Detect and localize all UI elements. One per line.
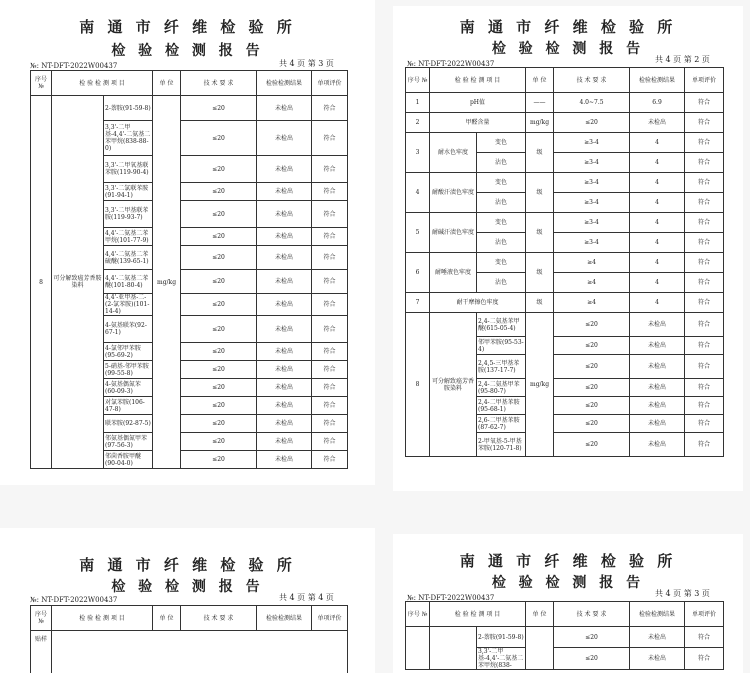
header-eval: 单项评价: [685, 68, 724, 93]
report-title: 检 验 检 测 报 告: [491, 575, 645, 591]
header-unit: 单 位: [153, 71, 181, 96]
table-row: [406, 173, 724, 193]
eval-cell: 符合: [312, 183, 348, 201]
req-cell: ≤20: [181, 433, 257, 451]
item-name: 联苯胺(92-87-5): [104, 415, 153, 433]
table-row: [406, 253, 724, 273]
org-title: 南 通 市 纤 维 检 验 所: [459, 552, 677, 570]
result-cell: 未检出: [257, 451, 312, 469]
req-cell: ≥4: [554, 273, 630, 293]
result-cell: 未检出: [257, 294, 312, 316]
report-number: №: NT-DFT-2022W00437: [30, 62, 118, 70]
req-cell: ≤20: [554, 397, 630, 415]
req-cell: ≤20: [554, 113, 630, 133]
report-title: 检 验 检 测 报 告: [111, 43, 264, 59]
item-name: 2,4-二甲基苯胺(95-68-1): [477, 397, 526, 415]
req-cell: ≤20: [181, 379, 257, 397]
item-name: 4,4'-二氨基二苯甲烷(101-77-9): [104, 228, 153, 246]
req-cell: ≥3-4: [554, 153, 630, 173]
eval-cell: 符合: [312, 270, 348, 294]
sub-item: 沾色: [477, 193, 526, 213]
req-cell: ≤20: [181, 316, 257, 343]
unit-cell: ——: [526, 93, 554, 113]
req-cell: ≤20: [181, 121, 257, 156]
item-name: 2,4-二氨基甲苯(95-80-7): [477, 379, 526, 397]
result-cell: 未检出: [630, 355, 685, 379]
table-header: [31, 71, 348, 96]
sub-item: 沾色: [477, 233, 526, 253]
req-cell: ≥3-4: [554, 233, 630, 253]
req-cell: 4.0~7.5: [554, 93, 630, 113]
item-name: 邻茴香胺甲醚(90-04-0): [104, 451, 153, 469]
header-eval: 单项评价: [312, 71, 348, 96]
page-indicator: 共 4 页 第 4 页: [279, 593, 334, 602]
result-cell: 未检出: [257, 361, 312, 379]
eval-cell: 符合: [312, 316, 348, 343]
req-cell: ≤20: [554, 648, 630, 670]
unit-cell: 级: [526, 173, 554, 213]
result-cell: 4: [630, 293, 685, 313]
item-name: 5-硝基-邻甲苯胺(99-55-8): [104, 361, 153, 379]
result-cell: 未检出: [257, 415, 312, 433]
result-cell: 未检出: [257, 96, 312, 121]
req-cell: ≤20: [181, 183, 257, 201]
result-cell: 4: [630, 233, 685, 253]
unit-cell: mg/kg: [526, 113, 554, 133]
test-table: [30, 605, 348, 673]
sample-area: [52, 631, 348, 673]
eval-cell: 符合: [685, 93, 724, 113]
header-unit: 单 位: [526, 602, 554, 627]
header-result: 检验检测结果: [630, 602, 685, 627]
item-name: pH值: [430, 93, 526, 113]
item-name: 耐干摩擦色牢度: [430, 293, 526, 313]
page-indicator: 共 4 页 第 3 页: [279, 59, 334, 68]
item-name: 2,6-二甲基苯胺(87-62-7): [477, 415, 526, 433]
report-page-3-top-left: [0, 0, 375, 485]
item-name: 2-萘胺(91-59-8): [104, 96, 153, 121]
eval-cell: 符合: [312, 121, 348, 156]
seq-cell: 6: [406, 253, 430, 293]
eval-cell: 符合: [685, 379, 724, 397]
table-row: [406, 213, 724, 233]
eval-cell: 符合: [685, 313, 724, 337]
result-cell: 未检出: [630, 433, 685, 457]
result-cell: 未检出: [630, 415, 685, 433]
sub-item: 变色: [477, 253, 526, 273]
req-cell: ≥4: [554, 253, 630, 273]
req-cell: ≤20: [181, 156, 257, 183]
eval-cell: 符合: [685, 273, 724, 293]
eval-cell: 符合: [312, 343, 348, 361]
org-title: 南 通 市 纤 维 检 验 所: [79, 18, 296, 36]
item-name: 4,4'-二氨基二苯醚(101-80-4): [104, 270, 153, 294]
item-name: 2,4,5-三甲基苯胺(137-17-7): [477, 355, 526, 379]
header-eval: 单项评价: [685, 602, 724, 627]
org-title: 南 通 市 纤 维 检 验 所: [79, 556, 296, 574]
test-table: [405, 67, 724, 457]
header-seq: 序号 №: [31, 606, 52, 631]
header-item: 检 验 检 测 项 目: [430, 68, 526, 93]
req-cell: ≤20: [554, 337, 630, 355]
eval-cell: 符合: [685, 337, 724, 355]
result-cell: 4: [630, 253, 685, 273]
req-cell: ≤20: [554, 379, 630, 397]
sample-label: 贴样: [31, 631, 52, 673]
req-cell: ≤20: [181, 246, 257, 270]
item-name: 2,4-二氨基苯甲醚(615-05-4): [477, 313, 526, 337]
seq-cell: [406, 627, 430, 670]
eval-cell: 符合: [685, 193, 724, 213]
table-row: [406, 293, 724, 313]
header-req: 技 术 要 求: [554, 602, 630, 627]
sub-item: 变色: [477, 173, 526, 193]
header-unit: 单 位: [526, 68, 554, 93]
report-title: 检 验 检 测 报 告: [491, 41, 645, 57]
report-page-4-bottom-left: [0, 528, 375, 673]
header-seq: 序号 №: [31, 71, 52, 96]
req-cell: ≥3-4: [554, 133, 630, 153]
eval-cell: 符合: [685, 133, 724, 153]
result-cell: 6.9: [630, 93, 685, 113]
unit-cell: 级: [526, 293, 554, 313]
category-cell: 可分解致癌芳香胺染料: [52, 96, 104, 469]
item-name: 4,4'-二氨基二苯硫醚(139-65-1): [104, 246, 153, 270]
eval-cell: 符合: [312, 397, 348, 415]
header-seq: 序号 №: [406, 68, 430, 93]
req-cell: ≤20: [181, 361, 257, 379]
header-req: 技 术 要 求: [181, 606, 257, 631]
sub-item: 变色: [477, 133, 526, 153]
report-number: №: NT-DFT-2022W00437: [407, 594, 495, 602]
item-name: 3,3'-二甲基-4,4'-二氨基二苯甲烷(838-: [477, 648, 526, 670]
table-header: [31, 606, 348, 631]
req-cell: ≤20: [181, 270, 257, 294]
eval-cell: 符合: [312, 228, 348, 246]
unit-cell: mg/kg: [526, 313, 554, 457]
unit-cell: 级: [526, 133, 554, 173]
table-row: [406, 133, 724, 153]
result-cell: 未检出: [630, 397, 685, 415]
seq-cell: 4: [406, 173, 430, 213]
item-name: 耐酸汗渍色牢度: [430, 173, 477, 213]
result-cell: 未检出: [630, 648, 685, 670]
header-result: 检验检测结果: [257, 71, 312, 96]
item-name: 4-氨基联苯(92-67-1): [104, 316, 153, 343]
result-cell: 未检出: [257, 379, 312, 397]
req-cell: ≤20: [554, 313, 630, 337]
item-name: 对氯苯胺(106-47-8): [104, 397, 153, 415]
category-cell: 可分解致癌芳香胺染料: [430, 313, 477, 457]
item-name: 邻氨基偶氮甲苯(97-56-3): [104, 433, 153, 451]
item-name: 3,3'-二甲基联苯胺(119-93-7): [104, 201, 153, 228]
report-number: №: NT-DFT-2022W00437: [30, 596, 118, 604]
table-row: [406, 93, 724, 113]
item-name: 3,3'-二甲基-4,4'-二氨基二苯甲烷(838-88-0): [104, 121, 153, 156]
result-cell: 未检出: [257, 183, 312, 201]
item-name: 耐唾液色牢度: [430, 253, 477, 293]
seq-cell: 5: [406, 213, 430, 253]
req-cell: ≤20: [554, 415, 630, 433]
unit-cell: [526, 627, 554, 670]
result-cell: 未检出: [630, 337, 685, 355]
report-number: №: NT-DFT-2022W00437: [407, 60, 495, 68]
table-row: [31, 96, 348, 121]
page-indicator: 共 4 页 第 3 页: [655, 589, 710, 598]
header-result: 检验检测结果: [630, 68, 685, 93]
item-name: 4,4'-亚甲基-二-(2-氯苯胺)(101-14-4): [104, 294, 153, 316]
eval-cell: 符合: [685, 415, 724, 433]
seq-cell: 2: [406, 113, 430, 133]
table-row: [31, 631, 348, 673]
result-cell: 未检出: [257, 228, 312, 246]
eval-cell: 符合: [685, 397, 724, 415]
eval-cell: 符合: [312, 433, 348, 451]
header-req: 技 术 要 求: [554, 68, 630, 93]
header-unit: 单 位: [153, 606, 181, 631]
result-cell: 4: [630, 273, 685, 293]
header-item: 检 验 检 测 项 目: [52, 606, 153, 631]
result-cell: 未检出: [630, 313, 685, 337]
page-indicator: 共 4 页 第 2 页: [655, 55, 710, 64]
result-cell: 未检出: [257, 201, 312, 228]
req-cell: ≤20: [181, 415, 257, 433]
eval-cell: 符合: [312, 156, 348, 183]
eval-cell: 符合: [312, 379, 348, 397]
result-cell: 4: [630, 153, 685, 173]
result-cell: 未检出: [630, 379, 685, 397]
req-cell: ≤20: [554, 433, 630, 457]
eval-cell: 符合: [312, 201, 348, 228]
eval-cell: 符合: [685, 113, 724, 133]
table-row: [406, 627, 724, 648]
item-name: 耐水色牢度: [430, 133, 477, 173]
eval-cell: 符合: [685, 648, 724, 670]
eval-cell: 符合: [685, 253, 724, 273]
category-cell: [430, 627, 477, 670]
result-cell: 未检出: [257, 433, 312, 451]
result-cell: 未检出: [630, 113, 685, 133]
req-cell: ≤20: [181, 201, 257, 228]
eval-cell: 符合: [685, 233, 724, 253]
eval-cell: 符合: [312, 415, 348, 433]
req-cell: ≤20: [181, 343, 257, 361]
req-cell: ≤20: [181, 294, 257, 316]
test-table: [405, 601, 724, 670]
table-header: [406, 602, 724, 627]
report-page-2-top-right: [393, 6, 743, 491]
req-cell: ≤20: [554, 627, 630, 648]
seq-cell: 1: [406, 93, 430, 113]
item-name: 3,3'-二甲氧基联苯胺(119-90-4): [104, 156, 153, 183]
item-name: 邻甲苯胺(95-53-4): [478, 338, 524, 353]
result-cell: 4: [630, 213, 685, 233]
header-result: 检验检测结果: [257, 606, 312, 631]
result-cell: 未检出: [257, 316, 312, 343]
header-item: 检 验 检 测 项 目: [52, 71, 153, 96]
item-name: 2-甲氧基-5-甲基苯胺(120-71-8): [477, 433, 526, 457]
req-cell: ≥3-4: [554, 213, 630, 233]
result-cell: 4: [630, 173, 685, 193]
eval-cell: 符合: [312, 96, 348, 121]
req-cell: ≤20: [181, 451, 257, 469]
test-table: [30, 70, 348, 469]
seq-cell: 8: [406, 313, 430, 457]
req-cell: ≥3-4: [554, 193, 630, 213]
unit-cell: 级: [526, 253, 554, 293]
result-cell: 未检出: [257, 156, 312, 183]
header-item: 检 验 检 测 项 目: [430, 602, 526, 627]
report-page-3-bottom-right: [393, 534, 743, 673]
req-cell: ≤20: [181, 96, 257, 121]
result-cell: 未检出: [257, 270, 312, 294]
item-name: 3,3'-二氯联苯胺(91-94-1): [104, 183, 153, 201]
eval-cell: 符合: [312, 451, 348, 469]
item-name: 2-萘胺(91-59-8): [477, 627, 526, 648]
req-cell: ≤20: [181, 397, 257, 415]
eval-cell: 符合: [685, 293, 724, 313]
item-name: 甲醛含量: [430, 113, 526, 133]
eval-cell: 符合: [685, 627, 724, 648]
unit-cell: 级: [526, 213, 554, 253]
result-cell: 未检出: [630, 627, 685, 648]
result-cell: 未检出: [257, 343, 312, 361]
seq-cell: 3: [406, 133, 430, 173]
item-name: 4-氨基偶氮苯(60-09-3): [104, 379, 153, 397]
result-cell: 4: [630, 193, 685, 213]
org-title: 南 通 市 纤 维 检 验 所: [459, 18, 677, 36]
header-eval: 单项评价: [312, 606, 348, 631]
item-name: 耐碱汗渍色牢度: [430, 213, 477, 253]
unit-cell: mg/kg: [153, 96, 181, 469]
table-header: [406, 68, 724, 93]
eval-cell: 符合: [685, 355, 724, 379]
eval-cell: 符合: [312, 294, 348, 316]
item-name: 4-氯邻甲苯胺(95-69-2): [104, 343, 153, 361]
eval-cell: 符合: [685, 433, 724, 457]
table-row: [406, 313, 724, 337]
eval-cell: 符合: [312, 361, 348, 379]
eval-cell: 符合: [685, 173, 724, 193]
seq-cell: 8: [31, 96, 52, 469]
req-cell: ≤20: [181, 228, 257, 246]
header-seq: 序号 №: [406, 602, 430, 627]
result-cell: 未检出: [257, 397, 312, 415]
eval-cell: 符合: [312, 246, 348, 270]
req-cell: ≥4: [554, 293, 630, 313]
result-cell: 4: [630, 133, 685, 153]
req-cell: ≥3-4: [554, 173, 630, 193]
eval-cell: 符合: [685, 153, 724, 173]
result-cell: 未检出: [257, 246, 312, 270]
req-cell: ≤20: [554, 355, 630, 379]
result-cell: 未检出: [257, 121, 312, 156]
table-row: [406, 113, 724, 133]
seq-cell: 7: [406, 293, 430, 313]
eval-cell: 符合: [685, 213, 724, 233]
header-req: 技 术 要 求: [181, 71, 257, 96]
sub-item: 沾色: [477, 153, 526, 173]
sub-item: 沾色: [477, 273, 526, 293]
sub-item: 变色: [477, 213, 526, 233]
report-title: 检 验 检 测 报 告: [111, 579, 264, 595]
